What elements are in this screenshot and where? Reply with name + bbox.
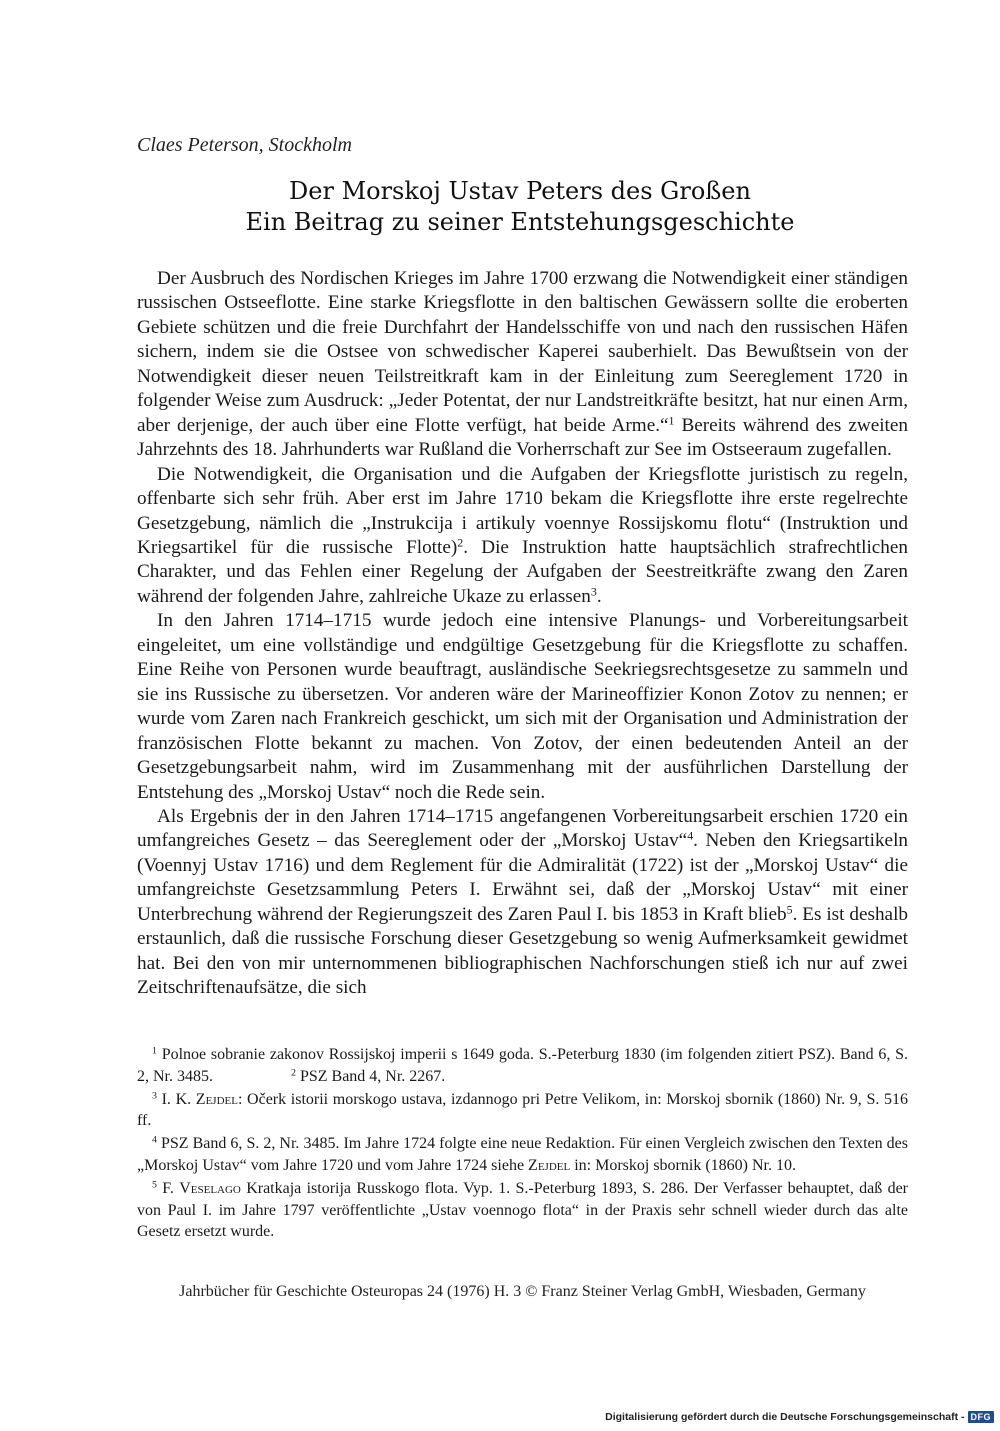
- author-line: Claes Peterson, Stockholm: [137, 134, 352, 156]
- footnote-author-name: Veselago: [179, 1180, 241, 1198]
- footnotes: [137, 1044, 908, 1244]
- footnote-text: in: Morskoj sbornik (1860) Nr. 10.: [570, 1156, 796, 1174]
- footnote-text: : Očerk istorii morskogo ustava, izdannogo pri Petre Velikom, in: Morskoj sbornik (1860) Nr. 9, S. 516 ff.: [137, 1090, 909, 1130]
- footnote-number: 2: [291, 1067, 296, 1079]
- paragraph-text: Als Ergebnis der in den Jahren 1714–1715 angefangenen Vorbereitungsarbeit erschien 1720 ein umfangreiches Gesetz – das Seereglement oder der „Morskoj Ustav“: [137, 805, 908, 852]
- footnote-ref[interactable]: 4: [687, 828, 694, 843]
- body-paragraph-3: In den Jahren 1714–1715 wurde jedoch eine intensive Planungs- und Vorbereitungsarbeit eingeleitet, um eine vollständige und endgültige Gesetzgebung für die Kriegsflotte zu schaffen. Eine Reihe von Personen wurde beauftragt, ausländische Seekriegsrechtsgesetze zu sammeln und sie ins Russische zu übersetzen. Vor anderen wäre der Marineoffizier Konon Zotov zu nennen; er wurde vom Zaren nach Frankreich geschickt, um sich mit der Organisation und Administration der französischen Flotte bekannt zu machen. Von Zotov, der einen bedeutenden Anteil an der Gesetzgebungsarbeit nahm, wird im Zusammenhang mit der ausführlichen Darstellung der Entstehung des „Morskoj Ustav“ noch die Rede sein.: [137, 610, 908, 803]
- footnote-text: PSZ Band 4, Nr. 2267.: [295, 1067, 446, 1085]
- footnote-ref[interactable]: 2: [457, 535, 464, 550]
- digitization-note: Digitalisierung gefördert durch die Deutsche Forschungsgemeinschaft -: [605, 1411, 965, 1423]
- footnote-3: [137, 1089, 908, 1132]
- title-line-2: Ein Beitrag zu seiner Entstehungsgeschichte: [245, 208, 795, 236]
- footnote-5: [137, 1178, 908, 1243]
- footnote-number: 4: [152, 1134, 157, 1146]
- body-paragraph-4: [137, 805, 908, 1001]
- dfg-logo-icon[interactable]: DFG: [968, 1411, 995, 1423]
- footnote-ref[interactable]: 3: [590, 584, 597, 599]
- footnote-ref[interactable]: 1: [668, 413, 675, 428]
- body-paragraph-1: [137, 267, 908, 463]
- footnote-number: 5: [152, 1179, 157, 1191]
- footnote-number: 3: [152, 1090, 157, 1102]
- digitization-footer: [605, 1411, 994, 1423]
- footnote-text: F.: [156, 1180, 180, 1198]
- footnote-4: [137, 1133, 908, 1176]
- paragraph-text: . Neben den Kriegsartikeln (Voennyj Ustav 1716) und dem Reglement für die Admiralität (1722) ist der „Morskoj Ustav“ die umfangreichste Gesetzsammlung Peters I. Erwähnt sei, daß der „Morskoj Ustav“ mit einer Unterbrechung während der Regierungszeit des Zaren Paul I. bis 1853 in Kraft blieb: [137, 830, 908, 925]
- title-line-1: Der Morskoj Ustav Peters des Großen: [289, 177, 751, 205]
- footnote-text: I. K.: [156, 1090, 196, 1108]
- paragraph-text: Die Notwendigkeit, die Organisation und die Aufgaben der Kriegsflotte juristisch zu regeln, offenbarte sich sehr früh. Aber erst im Jahre 1710 bekam die Kriegsflotte ihre erste regelrechte Gesetzgebung, nämlich die „Instrukcija i artikuly voennye Rossijskomu flotu“ (Instruktion und Kriegsartikel für die russische Flotte): [137, 463, 908, 558]
- footnote-number: 1: [152, 1045, 157, 1057]
- footnote-author-name: Zejdel: [528, 1156, 571, 1174]
- body-paragraph-2: [137, 463, 908, 610]
- footnote-text: PSZ Band 6, S. 2, Nr. 3485. Im Jahre 1724 folgte eine neue Redaktion. Für einen Vergleich zwischen den Texten des „Morskoj Ustav“ vom Jahre 1720 und vom Jahre 1724 siehe: [137, 1135, 908, 1174]
- article-title: [200, 176, 840, 238]
- paragraph-text: . Die Instruktion hatte hauptsächlich strafrechtlichen Charakter, und das Fehlen einer Regelung der Aufgaben der Seestreitkräfte zwang den Zaren während der folgenden Jahre, zahlreiche Ukaze zu erlassen: [137, 536, 908, 607]
- paragraph-text: .: [596, 585, 602, 607]
- article-body: [137, 267, 908, 1001]
- footnote-text: Polnoe sobranie zakonov Rossijskoj imperii s 1649 goda. S.-Peterburg 1830 (im folgenden zitiert PSZ). Band 6, S. 2, Nr. 3485.: [137, 1046, 908, 1085]
- paragraph-text: . Es ist deshalb erstaunlich, daß die russische Forschung dieser Gesetzgebung so wenig Aufmerksamkeit gewidmet hat. Bei den von mir unternommenen bibliographischen Nachforschungen stieß ich nur auf zwei Zeitschriftenaufsätze, die sich: [137, 903, 908, 999]
- footnote-author-name: Zejdel: [195, 1090, 238, 1108]
- footnote-text: Kratkaja istorija Russkogo flota. Vyp. 1. S.-Peterburg 1893, S. 286. Der Verfasser behauptet, daß der von Paul I. im Jahre 1797 veröffentlichte „Ustav voennogo flota“ in der Praxis sehr schnell wieder durch das alte Gesetz ersetzt wurde.: [137, 1180, 908, 1241]
- journal-citation: Jahrbücher für Geschichte Osteuropas 24 (1976) H. 3 © Franz Steiner Verlag GmbH, Wiesbaden, Germany: [179, 1283, 866, 1300]
- paragraph-text: Bereits während des zweiten Jahrzehnts des 18. Jahrhunderts war Rußland die Vorherrschaft zur See im Ostseeraum zugefallen.: [137, 414, 908, 461]
- footnote-ref[interactable]: 5: [786, 902, 793, 917]
- footnote-1-2: [137, 1044, 908, 1087]
- paragraph-text: Der Ausbruch des Nordischen Krieges im Jahre 1700 erzwang die Notwendigkeit einer ständigen russischen Ostseeflotte. Eine starke Kriegsflotte in den baltischen Gewässern sollte die eroberten Gebiete schützen und die freie Durchfahrt der Handelsschiffe von und nach den russischen Häfen sichern, indem sie die Ostsee von schwedischer Kaperei sauberhielt. Das Bewußtsein von der Notwendigkeit dieser neuen Teilstreitkraft kam in der Einleitung zum Seereglement 1720 in folgender Weise zum Ausdruck: „Jeder Potentat, der nur Landstreitkräfte besitzt, hat nur einen Arm, aber derjenige, der auch über eine Flotte verfügt, hat beide Arme.“: [137, 268, 908, 436]
